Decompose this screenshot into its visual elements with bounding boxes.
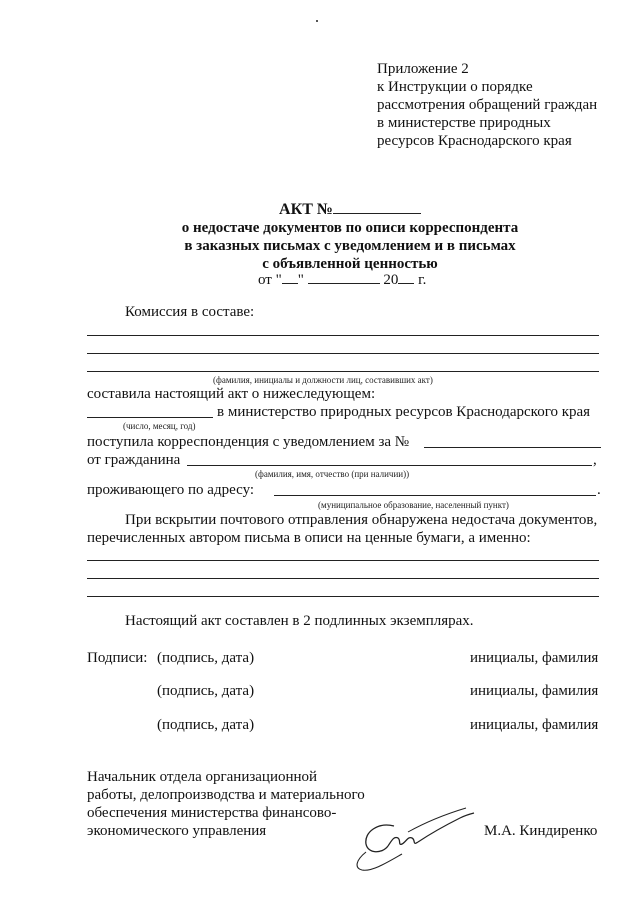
act-title-line1: о недостаче документов по описи корреспондента [181,220,519,236]
address-line [274,495,596,496]
act-number-line [170,200,530,219]
copies-text: Настоящий акт составлен в 2 подлинных экземплярах. [125,613,474,629]
handwritten-signature [348,796,480,874]
act-title-line3: с объявленной ценностью [262,256,438,272]
missing-docs-line [87,560,599,561]
received-number-line [424,447,601,448]
opening-text-2: перечисленных автором письма в описи на ценные бумаги, а именно: [87,530,531,546]
footer-line: обеспечения министерства финансово- [87,805,337,821]
citizen-name-line [187,465,592,466]
appendix-block [377,60,597,150]
from-citizen-text: от гражданина [87,452,181,468]
date-year-blank [398,270,414,284]
appendix-line: Приложение 2 [377,61,469,77]
signature-slot: (подпись, дата) [157,650,255,666]
date-month-blank [308,270,380,284]
signature-name-slot: инициалы, фамилия [470,717,599,733]
missing-docs-line [87,578,599,579]
date-quote: " [297,272,304,288]
date-prefix: от " [258,272,282,288]
commission-hint: (фамилия, инициалы и должности лиц, составивших акт) [213,375,433,385]
address-hint: (муниципальное образование, населенный пункт) [318,500,509,510]
signature-name-slot: инициалы, фамилия [470,650,599,666]
compiled-text: составила настоящий акт о нижеследующем: [87,386,376,402]
date-hint: (число, месяц, год) [123,421,196,431]
name-hint: (фамилия, имя, отчество (при наличии)) [255,469,410,479]
opening-text-1: При вскрытии почтового отправления обнаружена недостача документов, [125,512,598,528]
act-title-block [170,200,530,273]
date-suffix: г. [418,272,427,288]
appendix-line: в министерстве природных [377,115,551,131]
act-number-blank [333,200,421,214]
scan-speck [316,20,318,22]
signatures-label: Подписи: [87,650,148,666]
appendix-line: к Инструкции о порядке [377,79,533,95]
footer-line: Начальник отдела организационной [87,769,318,785]
citizen-comma: , [593,452,597,468]
signature-slot: (подпись, дата) [157,717,255,733]
commission-line [87,371,599,372]
signature-slot: (подпись, дата) [157,683,255,699]
act-title-line2: в заказных письмах с уведомлением и в письмах [184,238,516,254]
commission-line [87,335,599,336]
signer-name: М.А. Киндиренко [484,823,598,839]
address-period: . [597,482,601,498]
signature-name-slot: инициалы, фамилия [470,683,599,699]
commission-line [87,353,599,354]
act-number-label: АКТ № [279,201,333,218]
date-blank-line [87,417,213,418]
appendix-line: рассмотрения обращений граждан [377,97,598,113]
address-text: проживающего по адресу: [87,482,255,498]
commission-label: Комиссия в составе: [125,304,255,320]
footer-position [87,768,365,840]
date-year: 20 [383,272,399,288]
date-day-blank [282,270,298,284]
appendix-line: ресурсов Краснодарского края [377,133,572,149]
received-text: поступила корреспонденция с уведомлением за № [87,434,410,450]
footer-line: экономического управления [87,823,267,839]
footer-line: работы, делопроизводства и материального [87,787,365,803]
act-date-line [258,270,426,289]
missing-docs-line [87,596,599,597]
ministry-text: в министерство природных ресурсов Краснодарского края [217,404,591,420]
